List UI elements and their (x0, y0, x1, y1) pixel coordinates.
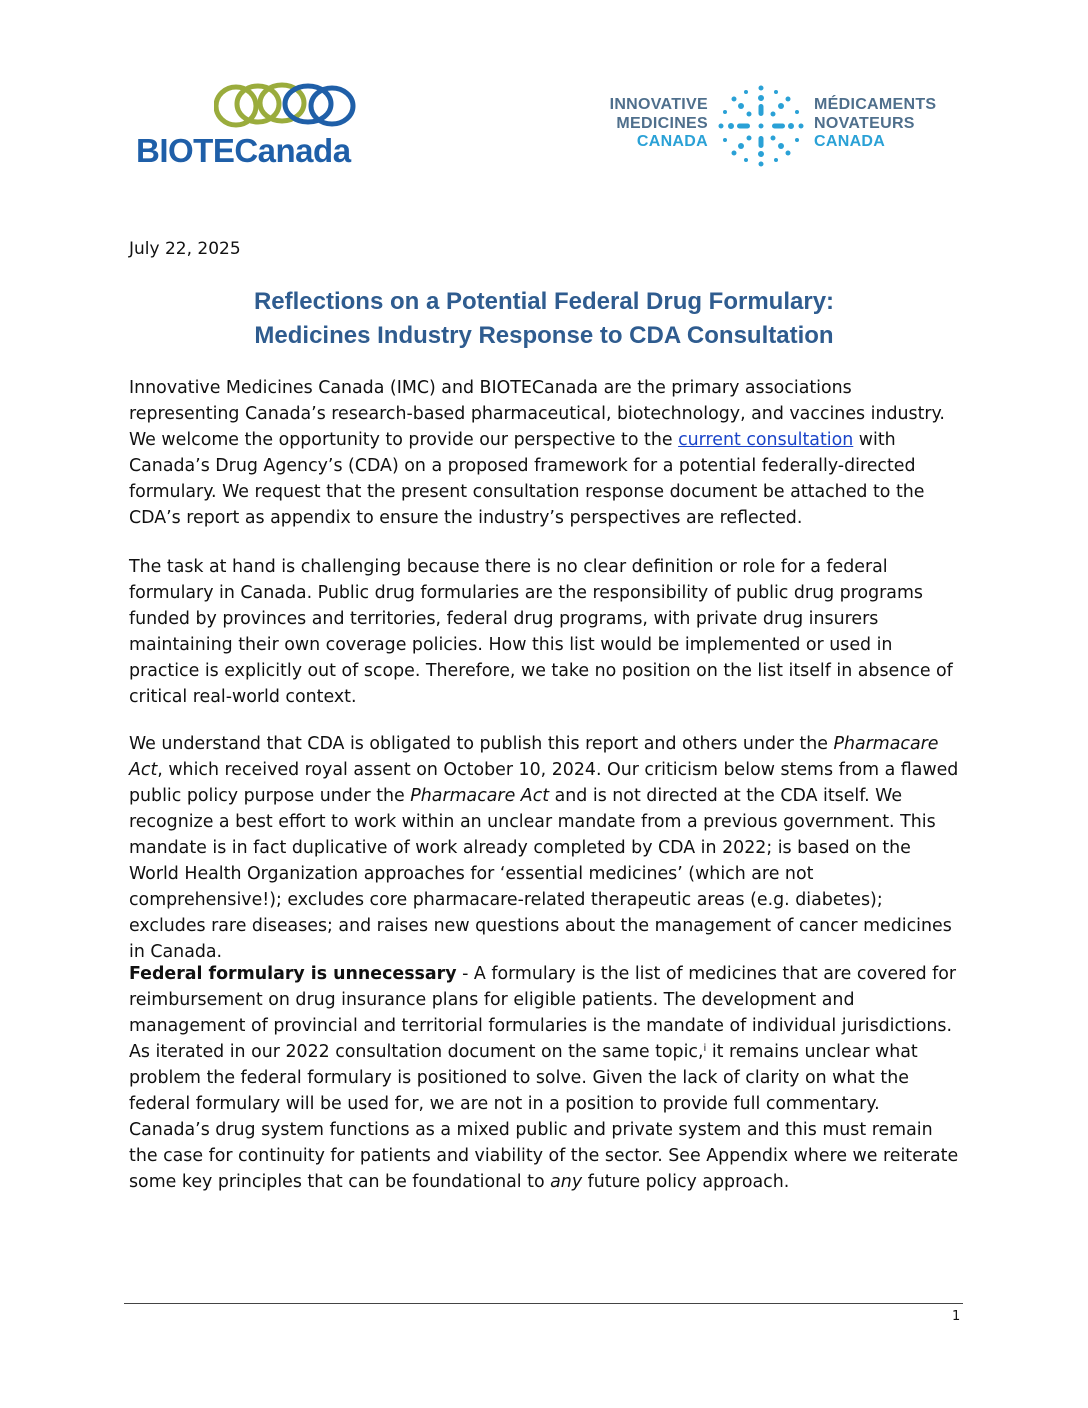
biotecanada-wordmark: BIOTECanada (136, 132, 351, 169)
formulary-heading: Federal formulary is unnecessary (129, 964, 457, 984)
imc-english-line-1: INNOVATIVE (609, 96, 708, 113)
document-date: July 22, 2025 (129, 239, 241, 259)
imc-english-line-3: CANADA (636, 133, 708, 150)
intro-text-b: with Canada’s Drug Agency’s (CDA) on a proposed framework for a potential federally-directed formulary. We request that the present consultation response document be attached to the CDA’s report as appendix to ensure the industry’s perspectives are reflected. (129, 430, 925, 528)
current-consultation-link[interactable]: current consultation (678, 430, 854, 450)
formulary-text-a: - A formulary is the list of medicines that are covered for reimbursement on drug insurance plans for eligible patients. The development and management of provincial and territorial formularies is the mandate of individual jurisdictions. As iterated in our 2022 consultation document on the same topic, (129, 964, 957, 1062)
imc-french-name (814, 96, 959, 152)
biotecanada-rings-icon (214, 82, 356, 130)
act-text-a: We understand that CDA is obligated to publish this report and others under the (129, 734, 834, 754)
pharmacare-act-italic-2: Pharmacare Act (410, 786, 550, 806)
task-text: The task at hand is challenging because there is no clear definition or role for a federal formulary in Canada. Public drug formularies are the responsibility of public drug programs funded by provinces and territories, federal drug programs, with private drug insurers maintaining their own coverage policies. How this list would be implemented or used in practice is explicitly out of scope. Therefore, we take no position on the list itself in absence of critical real-world context. (129, 557, 953, 707)
intro-text-a: Innovative Medicines Canada (IMC) and BIOTECanada are the primary associations representing Canada’s research-based pharmaceutical, biotechnology, and vaccines industry. We welcome the opportunity to provide our perspective to the (129, 378, 945, 450)
document-title (129, 285, 959, 353)
act-text-c: and is not directed at the CDA itself. We recognize a best effort to work within an unclear mandate from a previous government. This mandate is in fact duplicative of work already completed by CDA in 2022; is based on the World Health Organization approaches for ‘essential medicines’ (which are not comprehensive!); excludes core pharmacare-related therapeutic areas (e.g. diabetes); excludes rare diseases; and raises new questions about the management of cancer medicines in Canada. (129, 786, 952, 962)
pharmacare-act-italic-1: Pharmacare Act (129, 734, 939, 780)
footnote-marker[interactable]: i (703, 1043, 707, 1054)
title-line-2: Medicines Industry Response to CDA Consultation (254, 322, 834, 349)
imc-english-line-2: MEDICINES (616, 114, 708, 132)
page-number: 1 (952, 1309, 961, 1324)
paragraph-federal-formulary (129, 961, 963, 1195)
title-line-1: Reflections on a Potential Federal Drug Formulary: (253, 288, 835, 315)
imc-french-line-2: NOVATEURS (814, 114, 915, 132)
paragraph-task (129, 554, 963, 710)
paragraph-pharmacare-act (129, 731, 963, 965)
formulary-text-b: it remains unclear what problem the federal formulary is positioned to solve. Given the lack of clarity on what the federal formulary will be used for, we are not in a position to provide full commentary. Canada’s drug system functions as a mixed public and private system and this must remain the case for continuity for patients and viability of the sector. See Appendix where we reiterate some key principles that can be foundational to (129, 1042, 959, 1192)
formulary-text-c: future policy approach. (582, 1172, 790, 1192)
any-italic: any (550, 1172, 583, 1192)
biotecanada-logo (136, 82, 441, 170)
paragraph-introduction (129, 375, 963, 531)
imc-french-line-1: MÉDICAMENTS (814, 96, 937, 113)
imc-english-name (596, 96, 708, 152)
imc-french-line-3: CANADA (814, 133, 886, 150)
footer-divider (124, 1303, 963, 1304)
imc-logo (596, 84, 956, 168)
act-text-b: , which received royal assent on October 10, 2024. Our criticism below stems from a flawed public policy purpose under the (129, 760, 959, 806)
imc-burst-icon (716, 84, 806, 168)
